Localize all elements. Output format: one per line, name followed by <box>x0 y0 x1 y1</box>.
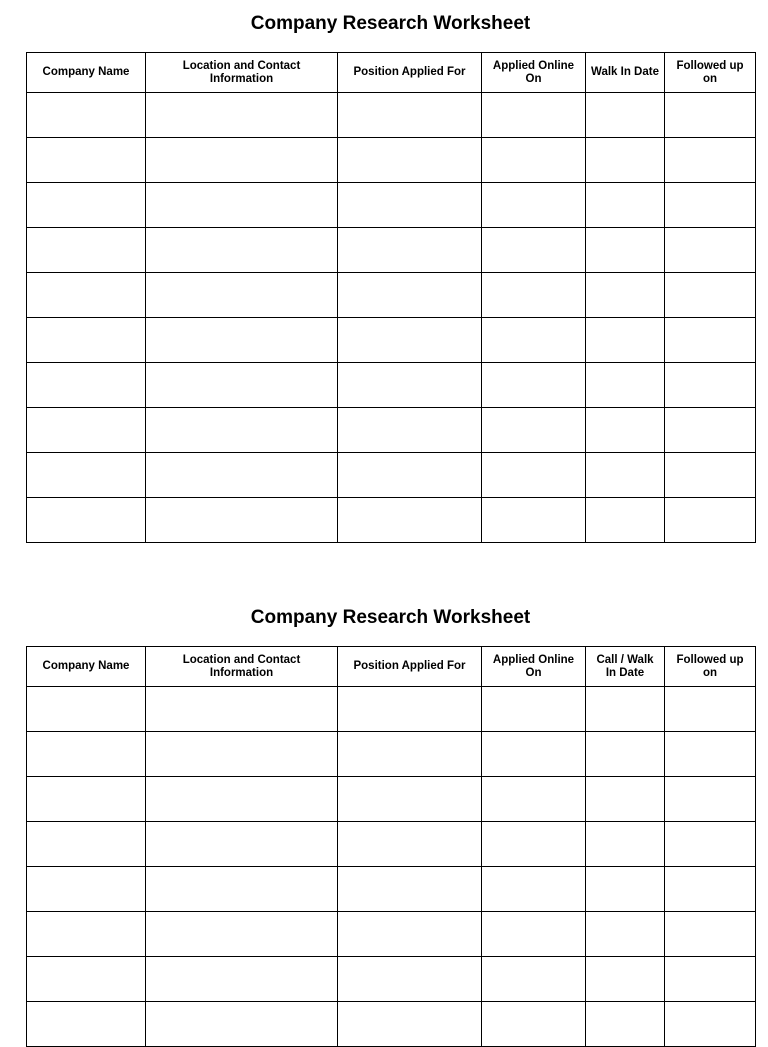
company-name-cell[interactable] <box>27 957 146 1002</box>
applied-online-cell[interactable] <box>482 777 586 822</box>
company-name-cell[interactable] <box>27 867 146 912</box>
walk-in-date-cell[interactable] <box>586 732 665 777</box>
position-applied-cell[interactable] <box>338 138 482 183</box>
location-contact-cell[interactable] <box>146 687 338 732</box>
position-applied-cell[interactable] <box>338 273 482 318</box>
followed-up-cell[interactable] <box>665 912 756 957</box>
position-applied-cell[interactable] <box>338 498 482 543</box>
followed-up-cell[interactable] <box>665 687 756 732</box>
location-contact-cell[interactable] <box>146 957 338 1002</box>
location-contact-cell[interactable] <box>146 732 338 777</box>
location-contact-cell[interactable] <box>146 498 338 543</box>
column-header-company-name: Company Name <box>27 53 146 93</box>
table-row <box>27 687 756 732</box>
location-contact-cell[interactable] <box>146 228 338 273</box>
location-contact-cell[interactable] <box>146 1002 338 1047</box>
walk-in-date-cell[interactable] <box>586 777 665 822</box>
followed-up-cell[interactable] <box>665 732 756 777</box>
walk-in-date-cell[interactable] <box>586 1002 665 1047</box>
company-name-cell[interactable] <box>27 318 146 363</box>
table-row <box>27 408 756 453</box>
company-name-cell[interactable] <box>27 273 146 318</box>
company-name-cell[interactable] <box>27 687 146 732</box>
walk-in-date-cell[interactable] <box>586 183 665 228</box>
table-row <box>27 912 756 957</box>
worksheet-table <box>26 52 756 543</box>
position-applied-cell[interactable] <box>338 363 482 408</box>
column-header-followed-up: Followed up on <box>665 53 756 93</box>
position-applied-cell[interactable] <box>338 318 482 363</box>
followed-up-cell[interactable] <box>665 93 756 138</box>
table-row <box>27 453 756 498</box>
applied-online-cell[interactable] <box>482 1002 586 1047</box>
followed-up-cell[interactable] <box>665 183 756 228</box>
company-name-cell[interactable] <box>27 1002 146 1047</box>
position-applied-cell[interactable] <box>338 732 482 777</box>
walk-in-date-cell[interactable] <box>586 318 665 363</box>
worksheet-title: Company Research Worksheet <box>250 13 531 34</box>
followed-up-cell[interactable] <box>665 498 756 543</box>
company-name-cell[interactable] <box>27 498 146 543</box>
walk-in-date-cell[interactable] <box>586 93 665 138</box>
header-row <box>27 53 756 93</box>
applied-online-cell[interactable] <box>482 453 586 498</box>
location-contact-cell[interactable] <box>146 453 338 498</box>
followed-up-cell[interactable] <box>665 1002 756 1047</box>
column-header-call-walk-in-date: Call / Walk In Date <box>586 647 665 687</box>
applied-online-cell[interactable] <box>482 867 586 912</box>
column-header-position-applied: Position Applied For <box>338 53 482 93</box>
column-header-company-name: Company Name <box>27 647 146 687</box>
applied-online-cell[interactable] <box>482 93 586 138</box>
table-row <box>27 138 756 183</box>
position-applied-cell[interactable] <box>338 453 482 498</box>
applied-online-cell[interactable] <box>482 822 586 867</box>
table-row <box>27 273 756 318</box>
company-name-cell[interactable] <box>27 138 146 183</box>
table-row <box>27 957 756 1002</box>
table-row <box>27 732 756 777</box>
table-body <box>27 93 756 543</box>
followed-up-cell[interactable] <box>665 363 756 408</box>
position-applied-cell[interactable] <box>338 687 482 732</box>
followed-up-cell[interactable] <box>665 318 756 363</box>
company-name-cell[interactable] <box>27 228 146 273</box>
walk-in-date-cell[interactable] <box>586 912 665 957</box>
applied-online-cell[interactable] <box>482 408 586 453</box>
column-header-followed-up: Followed up on <box>665 647 756 687</box>
walk-in-date-cell[interactable] <box>586 453 665 498</box>
walk-in-date-cell[interactable] <box>586 498 665 543</box>
followed-up-cell[interactable] <box>665 957 756 1002</box>
followed-up-cell[interactable] <box>665 138 756 183</box>
table-row <box>27 93 756 138</box>
column-header-location-contact: Location and Contact Information <box>146 647 338 687</box>
table-row <box>27 498 756 543</box>
followed-up-cell[interactable] <box>665 273 756 318</box>
column-header-walk-in-date: Walk In Date <box>586 53 665 93</box>
walk-in-date-cell[interactable] <box>586 363 665 408</box>
location-contact-cell[interactable] <box>146 138 338 183</box>
company-name-cell[interactable] <box>27 408 146 453</box>
column-header-applied-online: Applied Online On <box>482 647 586 687</box>
company-name-cell[interactable] <box>27 912 146 957</box>
table-row <box>27 867 756 912</box>
location-contact-cell[interactable] <box>146 183 338 228</box>
position-applied-cell[interactable] <box>338 957 482 1002</box>
applied-online-cell[interactable] <box>482 912 586 957</box>
position-applied-cell[interactable] <box>338 228 482 273</box>
column-header-location-contact: Location and Contact Information <box>146 53 338 93</box>
table-row <box>27 822 756 867</box>
worksheet-1 <box>26 12 755 543</box>
position-applied-cell[interactable] <box>338 1002 482 1047</box>
walk-in-date-cell[interactable] <box>586 138 665 183</box>
applied-online-cell[interactable] <box>482 957 586 1002</box>
applied-online-cell[interactable] <box>482 273 586 318</box>
worksheet-2 <box>26 606 755 1047</box>
applied-online-cell[interactable] <box>482 228 586 273</box>
position-applied-cell[interactable] <box>338 867 482 912</box>
location-contact-cell[interactable] <box>146 777 338 822</box>
location-contact-cell[interactable] <box>146 867 338 912</box>
walk-in-date-cell[interactable] <box>586 408 665 453</box>
column-header-applied-online: Applied Online On <box>482 53 586 93</box>
company-name-cell[interactable] <box>27 93 146 138</box>
table-row <box>27 1002 756 1047</box>
walk-in-date-cell[interactable] <box>586 273 665 318</box>
walk-in-date-cell[interactable] <box>586 228 665 273</box>
company-name-cell[interactable] <box>27 777 146 822</box>
location-contact-cell[interactable] <box>146 822 338 867</box>
walk-in-date-cell[interactable] <box>586 822 665 867</box>
company-name-cell[interactable] <box>27 732 146 777</box>
position-applied-cell[interactable] <box>338 912 482 957</box>
walk-in-date-cell[interactable] <box>586 957 665 1002</box>
location-contact-cell[interactable] <box>146 363 338 408</box>
followed-up-cell[interactable] <box>665 228 756 273</box>
position-applied-cell[interactable] <box>338 183 482 228</box>
followed-up-cell[interactable] <box>665 867 756 912</box>
table-body <box>27 687 756 1047</box>
location-contact-cell[interactable] <box>146 318 338 363</box>
applied-online-cell[interactable] <box>482 183 586 228</box>
table-row <box>27 777 756 822</box>
applied-online-cell[interactable] <box>482 687 586 732</box>
applied-online-cell[interactable] <box>482 318 586 363</box>
applied-online-cell[interactable] <box>482 138 586 183</box>
table-row <box>27 363 756 408</box>
position-applied-cell[interactable] <box>338 408 482 453</box>
walk-in-date-cell[interactable] <box>586 867 665 912</box>
followed-up-cell[interactable] <box>665 453 756 498</box>
location-contact-cell[interactable] <box>146 93 338 138</box>
worksheet-title: Company Research Worksheet <box>250 607 531 628</box>
company-name-cell[interactable] <box>27 822 146 867</box>
position-applied-cell[interactable] <box>338 777 482 822</box>
position-applied-cell[interactable] <box>338 93 482 138</box>
followed-up-cell[interactable] <box>665 408 756 453</box>
followed-up-cell[interactable] <box>665 777 756 822</box>
applied-online-cell[interactable] <box>482 732 586 777</box>
table-row <box>27 183 756 228</box>
company-name-cell[interactable] <box>27 453 146 498</box>
position-applied-cell[interactable] <box>338 822 482 867</box>
worksheet-table <box>26 646 756 1047</box>
location-contact-cell[interactable] <box>146 273 338 318</box>
location-contact-cell[interactable] <box>146 912 338 957</box>
applied-online-cell[interactable] <box>482 363 586 408</box>
table-row <box>27 318 756 363</box>
company-name-cell[interactable] <box>27 363 146 408</box>
followed-up-cell[interactable] <box>665 822 756 867</box>
location-contact-cell[interactable] <box>146 408 338 453</box>
company-name-cell[interactable] <box>27 183 146 228</box>
walk-in-date-cell[interactable] <box>586 687 665 732</box>
applied-online-cell[interactable] <box>482 498 586 543</box>
column-header-position-applied: Position Applied For <box>338 647 482 687</box>
table-row <box>27 228 756 273</box>
header-row <box>27 647 756 687</box>
